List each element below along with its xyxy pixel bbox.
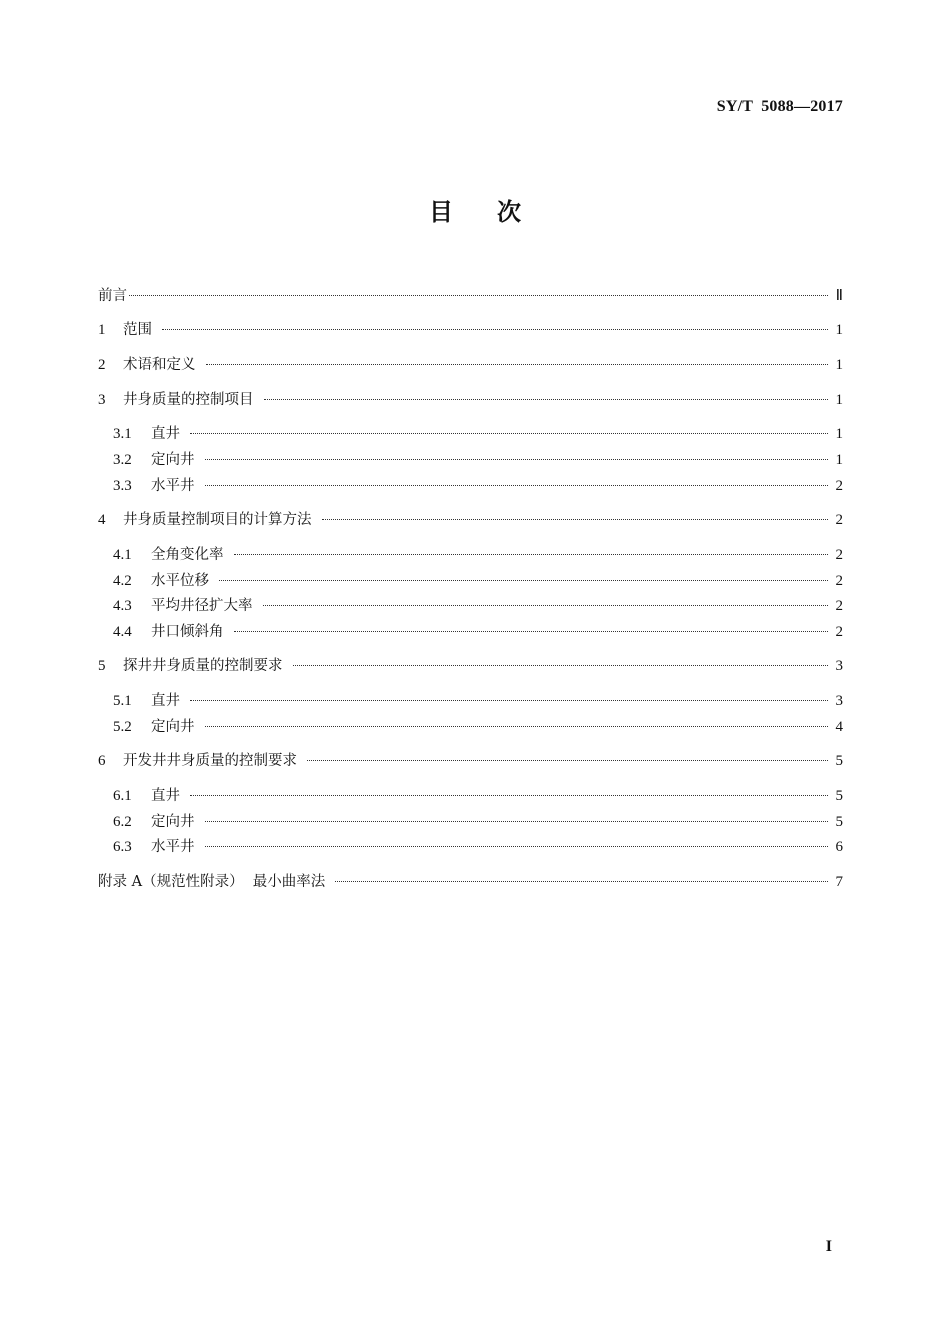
dot-leader [322, 519, 828, 520]
toc-entry-label: 附录 A（规范性附录） 最小曲率法 [98, 874, 326, 890]
toc-entry-ch4[interactable] [98, 510, 843, 530]
toc-page-number: 1 [835, 452, 843, 468]
toc-entry-number: 5 [98, 658, 106, 674]
toc-entry-label: 井身质量控制项目的计算方法 [123, 512, 312, 528]
toc-entry-label: 定向井 [151, 452, 195, 468]
dot-leader [263, 605, 828, 606]
toc-entry-label: 水平井 [151, 839, 195, 855]
toc-entry-number: 6.1 [113, 788, 132, 804]
dot-leader [335, 881, 827, 882]
dot-leader [234, 631, 828, 632]
toc-page-number: 2 [835, 547, 843, 563]
toc-page-number: Ⅱ [835, 288, 843, 304]
toc-page-number: 5 [835, 814, 843, 830]
dot-leader [190, 433, 828, 434]
toc-page-number: 5 [835, 753, 843, 769]
toc-page-number: 1 [835, 357, 843, 373]
toc-entry-number: 4.1 [113, 547, 132, 563]
toc-page-number: 2 [835, 512, 843, 528]
toc-entry-number: 5.1 [113, 693, 132, 709]
toc-entry-ch6[interactable] [98, 751, 843, 771]
toc-entry-label: 术语和定义 [123, 357, 196, 373]
toc-entry-number: 6.3 [113, 839, 132, 855]
page-number: I [825, 1238, 832, 1255]
toc-entry-3-3[interactable] [113, 476, 843, 496]
toc-entry-number: 3 [98, 392, 106, 408]
toc-entry-ch2[interactable] [98, 355, 843, 375]
toc-page-number: 3 [835, 658, 843, 674]
dot-leader [205, 726, 828, 727]
toc-entry-label: 定向井 [151, 814, 195, 830]
dot-leader [190, 795, 828, 796]
toc-entry-number: 4 [98, 512, 106, 528]
dot-leader [129, 295, 828, 296]
toc-entry-4-1[interactable] [113, 545, 843, 565]
toc-entry-label: 开发井井身质量的控制要求 [123, 753, 297, 769]
toc-page-number: 7 [835, 874, 843, 890]
toc-page-number: 1 [835, 392, 843, 408]
standard-code: SY/T 5088—2017 [716, 98, 843, 115]
toc-entry-3-2[interactable] [113, 450, 843, 470]
toc-entry-label: 前言 [98, 288, 127, 304]
toc-page-number: 5 [835, 788, 843, 804]
toc-entry-6-3[interactable] [113, 837, 843, 857]
toc-entry-number: 4.2 [113, 573, 132, 589]
toc-entry-number: 3.1 [113, 426, 132, 442]
toc-entry-number: 6.2 [113, 814, 132, 830]
toc-entry-number: 3.3 [113, 478, 132, 494]
toc-entry-3-1[interactable] [113, 424, 843, 444]
toc-entry-label: 井口倾斜角 [151, 624, 224, 640]
toc-entry-5-1[interactable] [113, 691, 843, 711]
dot-leader [293, 665, 828, 666]
toc-page-number: 2 [835, 598, 843, 614]
toc-page-number: 1 [835, 426, 843, 442]
toc-page-number: 6 [835, 839, 843, 855]
toc-page-number: 2 [835, 478, 843, 494]
dot-leader [219, 580, 828, 581]
toc-entry-number: 2 [98, 357, 106, 373]
toc-entry-label: 直井 [151, 426, 180, 442]
toc-entry-label: 全角变化率 [151, 547, 224, 563]
toc-entry-appendix-a[interactable] [98, 872, 843, 892]
toc-entry-label: 水平位移 [151, 573, 209, 589]
toc-entry-label: 水平井 [151, 478, 195, 494]
toc-entry-label: 直井 [151, 788, 180, 804]
dot-leader [205, 846, 828, 847]
toc-entry-label: 直井 [151, 693, 180, 709]
toc-page-number: 1 [835, 322, 843, 338]
toc-entry-6-2[interactable] [113, 812, 843, 832]
dot-leader [205, 459, 828, 460]
dot-leader [205, 485, 828, 486]
toc-entry-ch1[interactable] [98, 320, 843, 340]
toc-page-number: 4 [835, 719, 843, 735]
toc-entry-number: 4.3 [113, 598, 132, 614]
dot-leader [206, 364, 828, 365]
dot-leader [162, 329, 828, 330]
toc-entry-label: 探井井身质量的控制要求 [123, 658, 283, 674]
toc-entry-preface[interactable] [98, 286, 843, 306]
dot-leader [205, 821, 828, 822]
toc-entry-6-1[interactable] [113, 786, 843, 806]
dot-leader [190, 700, 828, 701]
toc-entry-label: 定向井 [151, 719, 195, 735]
dot-leader [307, 760, 828, 761]
toc-entry-ch5[interactable] [98, 656, 843, 676]
toc-entry-4-4[interactable] [113, 622, 843, 642]
toc-entry-label: 范围 [123, 322, 152, 338]
toc-entry-number: 6 [98, 753, 106, 769]
dot-leader [264, 399, 828, 400]
toc-entry-number: 3.2 [113, 452, 132, 468]
toc-entry-number: 4.4 [113, 624, 132, 640]
toc-entry-label: 井身质量的控制项目 [123, 392, 254, 408]
toc-entry-4-2[interactable] [113, 571, 843, 591]
toc-entry-label: 平均井径扩大率 [151, 598, 253, 614]
toc-entry-ch3[interactable] [98, 390, 843, 410]
toc-page-number: 2 [835, 624, 843, 640]
toc-entry-4-3[interactable] [113, 596, 843, 616]
dot-leader [234, 554, 828, 555]
toc-page-number: 3 [835, 693, 843, 709]
toc-entry-5-2[interactable] [113, 717, 843, 737]
toc-entry-number: 5.2 [113, 719, 132, 735]
toc-title: 目次 [429, 198, 565, 226]
toc-entry-number: 1 [98, 322, 106, 338]
toc-page-number: 2 [835, 573, 843, 589]
